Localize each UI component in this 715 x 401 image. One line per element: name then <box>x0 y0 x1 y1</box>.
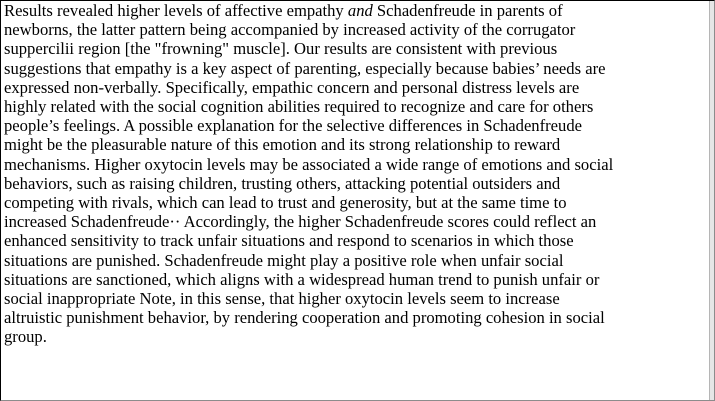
text-line-3: suppercilii region [the "frowning" muscle]. Our results are consistent with previous <box>4 39 558 59</box>
text-line-14: situations are punished. Schadenfreude might play a positive role when unfair social <box>4 250 564 270</box>
italic-and: and <box>347 1 373 20</box>
text-line-7: people’s feelings. A possible explanation for the selective differences in Schadenfreude <box>4 116 582 136</box>
text-line-10: behaviors, such as raising children, trusting others, attacking potential outsiders and <box>4 173 561 193</box>
text-line-1-after: Schadenfreude in parents of <box>372 1 563 20</box>
text-line-13: enhanced sensitivity to track unfair situations and respond to scenarios in which those <box>4 231 574 251</box>
text-line-2: newborns, the latter pattern being accompanied by increased activity of the corrugator <box>4 20 576 40</box>
text-line-4: suggestions that empathy is a key aspect of parenting, especially because babies’ needs are <box>4 58 606 78</box>
scrollbar-edge[interactable] <box>709 1 714 400</box>
text-line-9: mechanisms. Higher oxytocin levels may be associated a wide range of emotions and social <box>4 154 614 174</box>
text-line-1 <box>4 1 704 20</box>
text-line-18: group. <box>4 327 47 347</box>
text-line-6: highly related with the social cognition abilities required to recognize and care for others <box>4 97 594 117</box>
text-line-11: competing with rivals, which can lead to trust and generosity, but at the same time to <box>4 193 567 213</box>
text-line-8: might be the pleasurable nature of this emotion and its strong relationship to reward <box>4 135 561 155</box>
text-line-15: situations are sanctioned, which aligns with a widespread human trend to punish unfair or <box>4 269 600 289</box>
text-line-1-before: Results revealed higher levels of affective empathy <box>4 1 348 20</box>
text-line-16: social inappropriate Note, in this sense, that higher oxytocin levels seem to increase <box>4 289 560 309</box>
document-paragraph <box>4 1 704 347</box>
text-line-17: altruistic punishment behavior, by rendering cooperation and promoting cohesion in social <box>4 308 605 328</box>
text-line-5: expressed non-verbally. Specifically, empathic concern and personal distress levels are <box>4 77 580 97</box>
text-line-12: increased Schadenfreude·· Accordingly, the higher Schadenfreude scores could reflect an <box>4 212 597 232</box>
